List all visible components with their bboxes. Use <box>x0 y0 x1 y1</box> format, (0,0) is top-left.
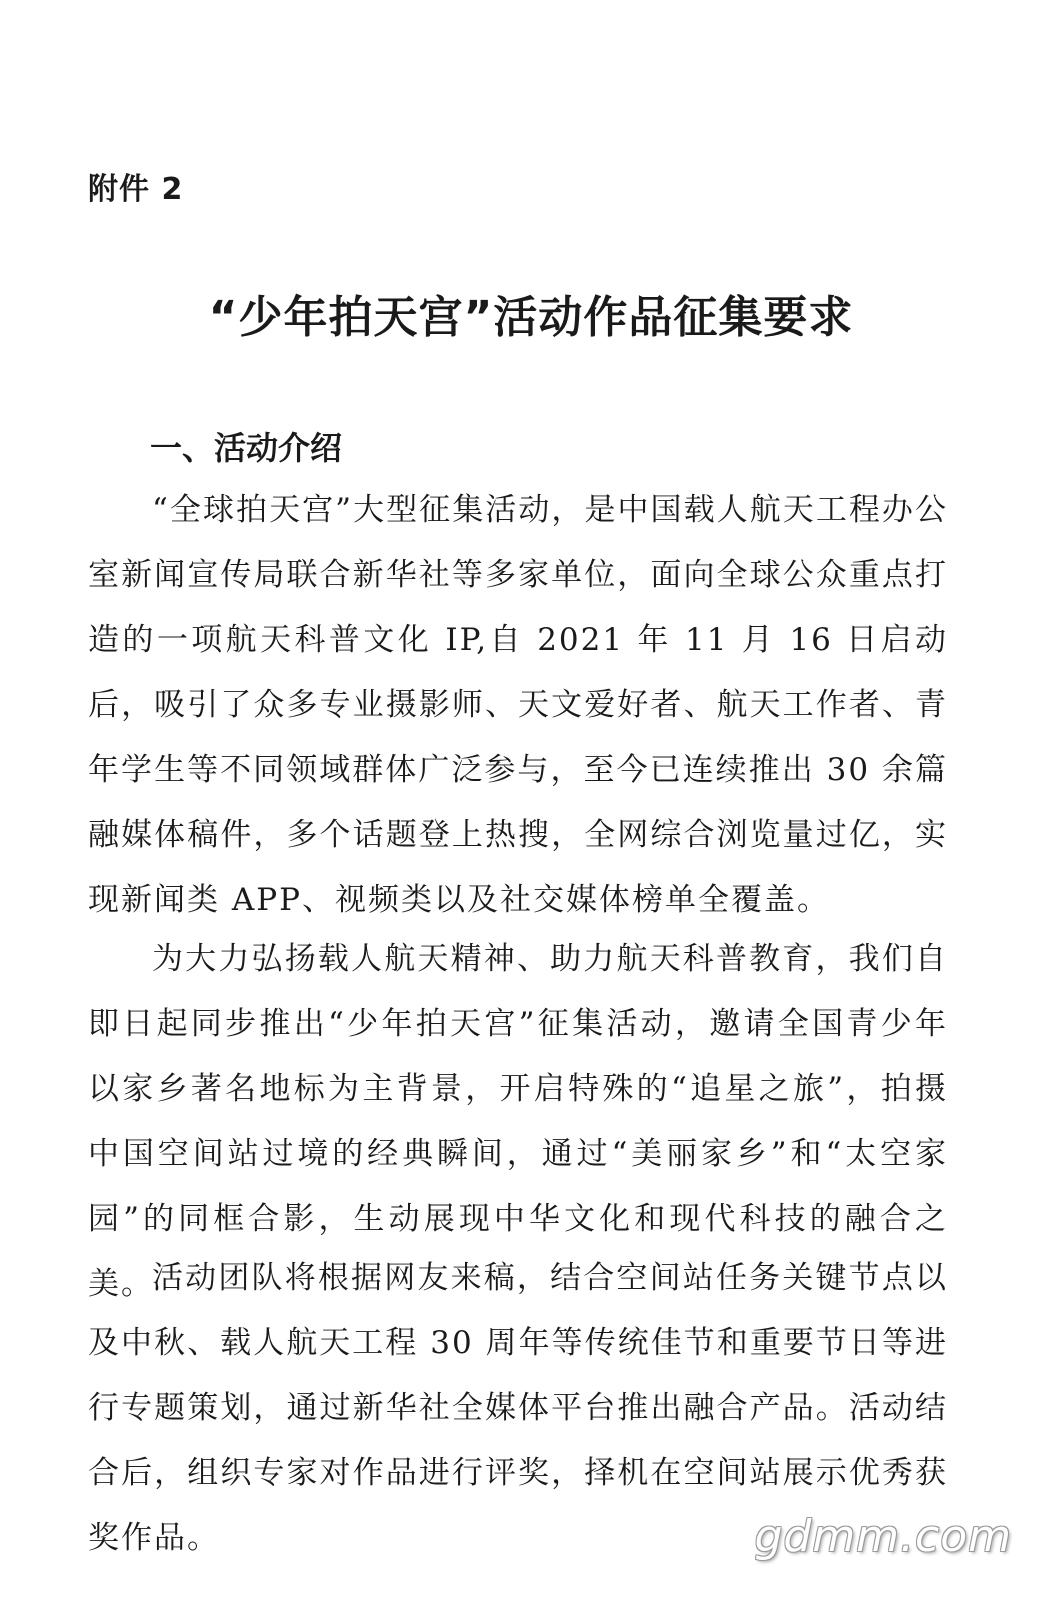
watermark-logo: gdmm.com <box>754 1511 1012 1562</box>
page-title: “少年拍天宫”活动作品征集要求 <box>208 292 854 343</box>
paragraph-intro: “全球拍天宫”大型征集活动，是中国载人航天工程办公室新闻宣传局联合新华社等多家单位，面向全球公众重点打造的一项航天科普文化 IP,自 2021 年 11 月 16 日启动后，吸引了众多专业摄影师、天文爱好者、航天工作者、青年学生等不同领域群体广泛参与，至今已连续推出 30 余篇融媒体稿件，多个话题登上热搜，全网综合浏览量过亿，实现新闻类 APP、视频类以及社交媒体榜单全覆盖。 <box>88 492 948 918</box>
section-heading: 一、活动介绍 <box>150 429 343 467</box>
paragraph-purpose: 为大力弘扬载人航天精神、助力航天科普教育，我们自即日起同步推出“少年拍天宫”征集活动，邀请全国青少年以家乡著名地标为主背景，开启特殊的“追星之旅”，拍摄中国空间站过境的经典瞬间，通过“美丽家乡”和“太空家园”的同框合影，生动展现中华文化和现代科技的融合之美。 <box>88 941 948 1302</box>
paragraph-plan: 活动团队将根据网友来稿，结合空间站任务关键节点以及中秋、载人航天工程 30 周年等传统佳节和重要节日等进行专题策划，通过新华社全媒体平台推出融合产品。活动结合后，组织专家对作品进行评奖，择机在空间站展示优秀获奖作品。 <box>88 1260 948 1556</box>
attachment-label: 附件 2 <box>88 172 184 207</box>
